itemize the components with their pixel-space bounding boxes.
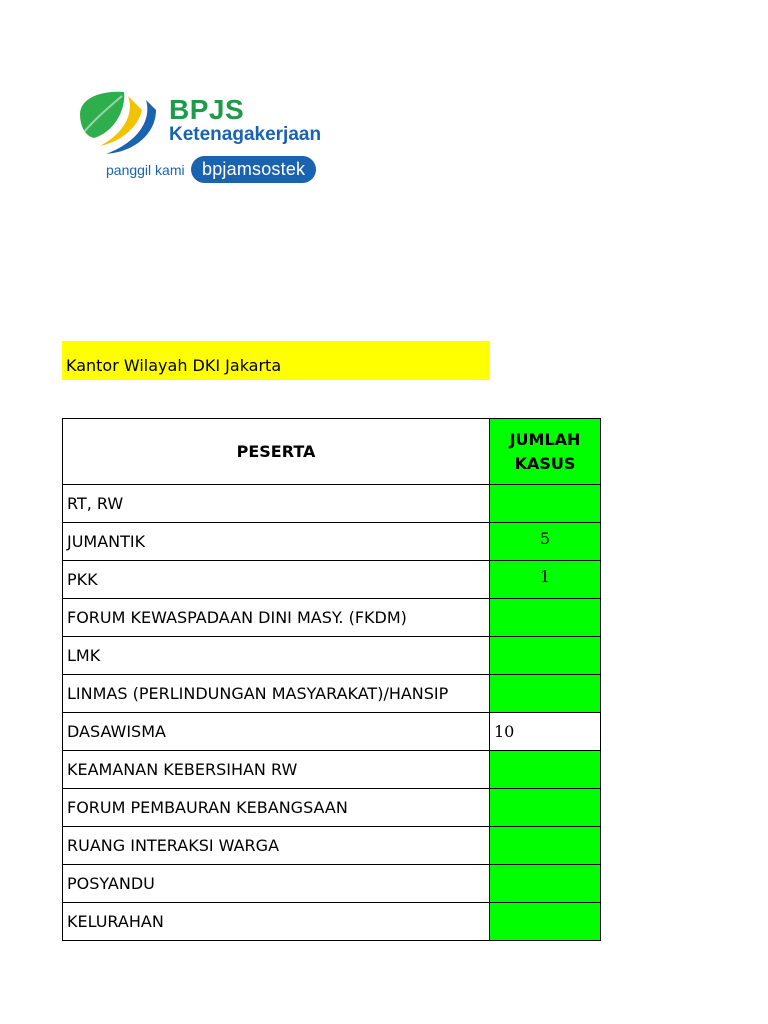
peserta-cell: LMK [63, 637, 490, 675]
peserta-cell: RUANG INTERAKSI WARGA [63, 827, 490, 865]
table-row [63, 903, 601, 941]
bpjs-leaf-icon [76, 88, 166, 158]
jumlah-kasus-cell: 5 [490, 523, 601, 561]
table-row [63, 865, 601, 903]
peserta-cell: FORUM KEWASPADAAN DINI MASY. (FKDM) [63, 599, 490, 637]
logo-name-text: Ketenagakerjaan [169, 124, 322, 145]
table-row [63, 599, 601, 637]
jumlah-kasus-cell [490, 637, 601, 675]
jumlah-kasus-cell: 1 [490, 561, 601, 599]
bpjs-logo [76, 88, 366, 188]
peserta-cell: POSYANDU [63, 865, 490, 903]
peserta-cell: JUMANTIK [63, 523, 490, 561]
header-peserta: PESERTA [63, 419, 490, 485]
cases-table-body [63, 419, 601, 941]
table-row [63, 713, 601, 751]
header-jumlah-line1: JUMLAH [509, 429, 581, 449]
office-banner: Kantor Wilayah DKI Jakarta [62, 341, 490, 380]
jumlah-kasus-cell [490, 903, 601, 941]
jumlah-kasus-cell: 10 [490, 713, 601, 751]
table-row [63, 523, 601, 561]
table-row [63, 561, 601, 599]
jumlah-kasus-cell [490, 485, 601, 523]
peserta-cell: PKK [63, 561, 490, 599]
header-jumlah-kasus [490, 419, 601, 485]
logo-tagline: panggil kami [106, 162, 185, 178]
jumlah-kasus-cell [490, 865, 601, 903]
peserta-cell: KELURAHAN [63, 903, 490, 941]
jumlah-kasus-cell [490, 789, 601, 827]
jumlah-kasus-cell [490, 599, 601, 637]
table-row [63, 637, 601, 675]
peserta-cell: FORUM PEMBAURAN KEBANGSAAN [63, 789, 490, 827]
table-row [63, 675, 601, 713]
peserta-cell: LINMAS (PERLINDUNGAN MASYARAKAT)/HANSIP [63, 675, 490, 713]
jumlah-kasus-cell [490, 827, 601, 865]
peserta-cell: DASAWISMA [63, 713, 490, 751]
table-row [63, 789, 601, 827]
logo-pill: bpjamsostek [191, 156, 316, 183]
table-header-row [63, 419, 601, 485]
peserta-cell: KEAMANAN KEBERSIHAN RW [63, 751, 490, 789]
peserta-cell: RT, RW [63, 485, 490, 523]
jumlah-kasus-cell [490, 751, 601, 789]
logo-brand-text: BPJS [169, 94, 245, 125]
table-row [63, 485, 601, 523]
header-jumlah-line2: KASUS [514, 453, 576, 473]
table-row [63, 827, 601, 865]
jumlah-kasus-cell [490, 675, 601, 713]
table-row [63, 751, 601, 789]
cases-table [62, 418, 601, 941]
